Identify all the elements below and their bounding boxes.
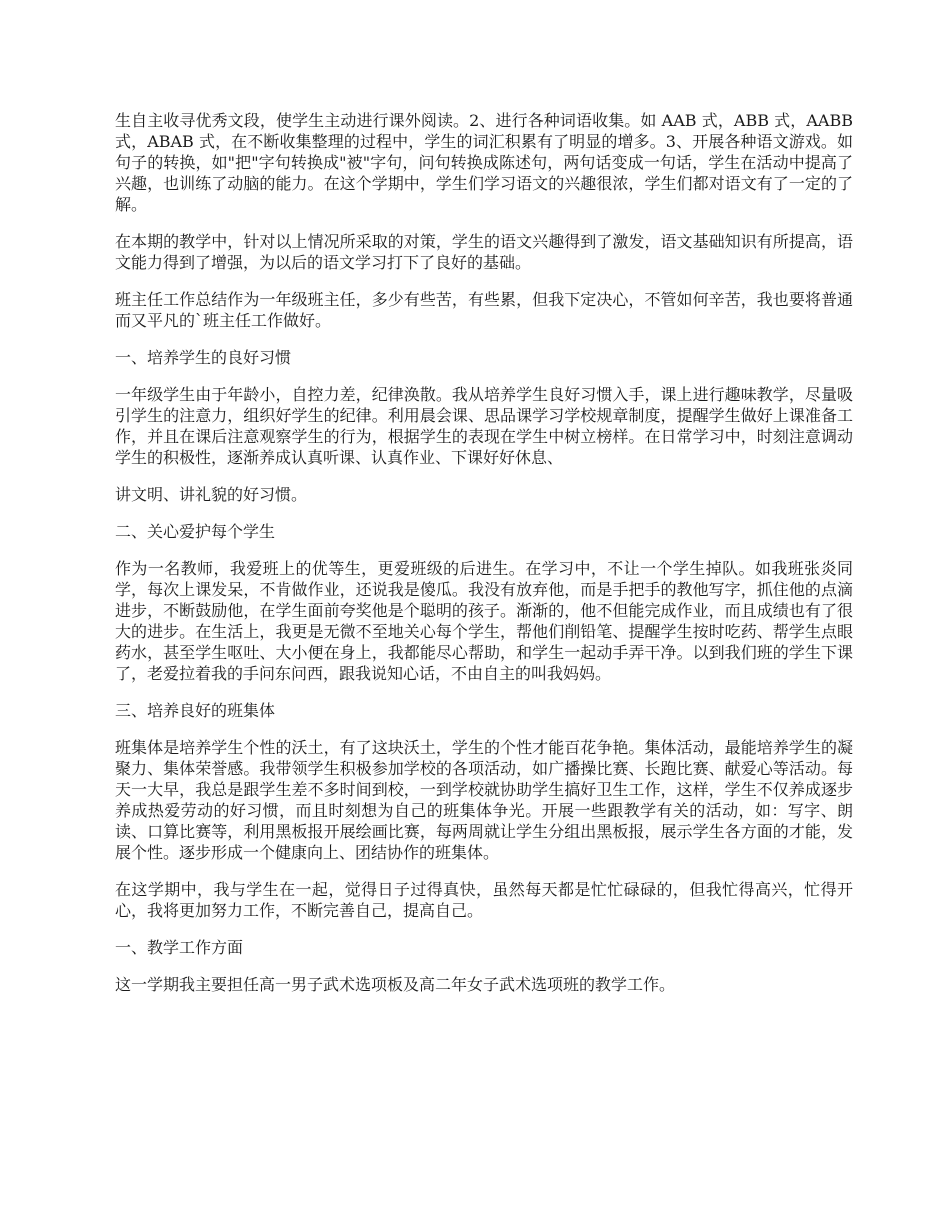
paragraph-reading-and-vocabulary: 生自主收寻优秀文段，使学生主动进行课外阅读。2、进行各种词语收集。如 AAB 式，ABB 式，AABB 式，ABAB 式，在不断收集整理的过程中，学生的词汇积累有了明显的增多。3、开展各种语文游戏。如句子的转换，如"把"字句转换成"被"字句，问句转换成陈述句，两句话变成一句话，学生在活动中提高了兴趣，也训练了动脑的能力。在这个学期中，学生们学习语文的兴趣很浓，学生们都对语文有了一定的了解。 [115,111,853,214]
paragraph-semester-reflection: 在这学期中，我与学生在一起，觉得日子过得真快，虽然每天都是忙忙碌碌的，但我忙得高兴，忙得开心，我将更加努力工作，不断完善自己，提高自己。 [115,880,853,920]
paragraph-good-habits-continued: 讲文明、讲礼貌的好习惯。 [115,485,308,504]
paragraph-caring-students: 作为一名教师，我爱班上的优等生，更爱班级的后进生。在学习中，不让一个学生掉队。如我班张炎同学，每次上课发呆，不肯做作业，还说我是傻瓜。我没有放弃他，而是手把手的教他写字，抓住他的点滴进步，不断鼓励他，在学生面前夸奖他是个聪明的孩子。渐渐的，他不但能完成作业，而且成绩也有了很大的进步。在生活上，我更是无微不至地关心每个学生，帮他们削铅笔、提醒学生按时吃药、帮学生点眼药水，甚至学生呕吐、大小便在身上，我都能尽心帮助，和学生一起动手弄干净。以到我们班的学生下课了，老爱拉着我的手问东问西，跟我说知心话，不由自主的叫我妈妈。 [115,559,853,683]
section-heading-class-collective: 三、培养良好的班集体 [115,701,276,720]
paragraph-head-teacher-intro: 班主任工作总结作为一年级班主任，多少有些苦，有些累，但我下定决心，不管如何辛苦，我也要将普通而又平凡的`班主任工作做好。 [115,290,853,330]
section-heading-caring-students: 二、关心爱护每个学生 [115,522,276,541]
paragraph-teaching-results: 在本期的教学中，针对以上情况所采取的对策，学生的语文兴趣得到了激发，语文基础知识有所提高，语文能力得到了增强，为以后的语文学习打下了良好的基础。 [115,232,853,272]
paragraph-good-habits: 一年级学生由于年龄小，自控力差，纪律涣散。我从培养学生良好习惯入手，课上进行趣味教学，尽量吸引学生的注意力，组织好学生的纪律。利用晨会课、思品课学习学校规章制度，提醒学生做好上课准备工作，并且在课后注意观察学生的行为，根据学生的表现在学生中树立榜样。在日常学习中，时刻注意调动学生的积极性，逐渐养成认真听课、认真作业、下课好好休息、 [115,385,853,467]
section-heading-good-habits: 一、培养学生的良好习惯 [115,348,292,367]
section-heading-teaching-work: 一、教学工作方面 [115,938,244,957]
paragraph-teaching-work: 这一学期我主要担任高一男子武术选项板及高二年女子武术选项班的教学工作。 [115,975,676,994]
document-body [115,110,853,995]
paragraph-class-collective: 班集体是培养学生个性的沃土，有了这块沃土，学生的个性才能百花争艳。集体活动，最能培养学生的凝聚力、集体荣誉感。我带领学生积极参加学校的各项活动，如广播操比赛、长跑比赛、献爱心等活动。每天一大早，我总是跟学生差不多时间到校，一到学校就协助学生搞好卫生工作，这样，学生不仅养成逐步养成热爱劳动的好习惯，而且时刻想为自己的班集体争光。开展一些跟教学有关的活动，如：写字、朗读、口算比赛等，利用黑板报开展绘画比赛，每两周就让学生分组出黑板报，展示学生各方面的才能，发展个性。逐步形成一个健康向上、团结协作的班集体。 [115,738,853,862]
